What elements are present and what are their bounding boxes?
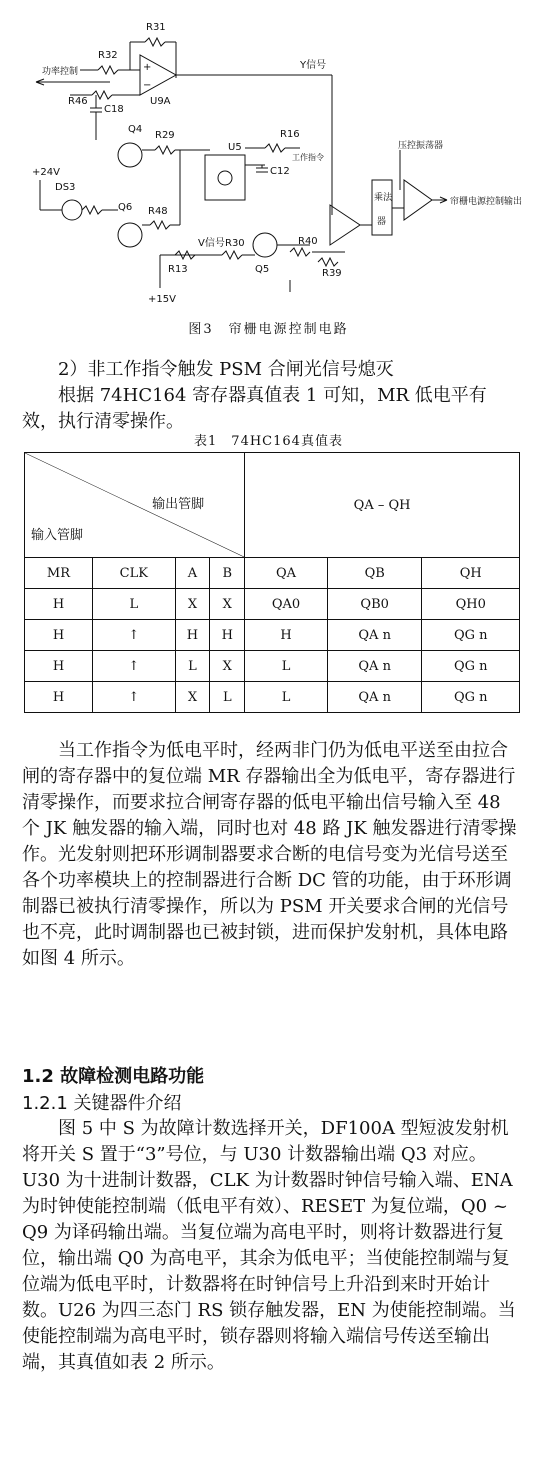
section-paragraph: 根据 74HC164 寄存器真值表 1 可知，MR 低电平有效，执行清零操作。 bbox=[22, 385, 487, 432]
section-heading-1-2-1: 1.2.1 关键器件介绍 bbox=[22, 1093, 182, 1114]
q5-label: Q5 bbox=[255, 264, 270, 275]
table-cell: QA0 bbox=[245, 589, 328, 620]
multiplier-label-2: 器 bbox=[377, 217, 387, 227]
ds3-label: DS3 bbox=[55, 182, 76, 193]
col-header: CLK bbox=[92, 558, 175, 589]
c18-label: C18 bbox=[104, 104, 124, 115]
col-header: A bbox=[175, 558, 210, 589]
table-row bbox=[25, 682, 520, 713]
r29-label: R29 bbox=[155, 130, 175, 141]
col-header: B bbox=[210, 558, 245, 589]
table-cell: X bbox=[175, 589, 210, 620]
table-row bbox=[25, 589, 520, 620]
qa-qh-header: QA – QH bbox=[245, 453, 520, 558]
table-cell: X bbox=[210, 589, 245, 620]
table-cell: L bbox=[175, 651, 210, 682]
table-row bbox=[25, 620, 520, 651]
table-header-row bbox=[25, 558, 520, 589]
table-cell: L bbox=[210, 682, 245, 713]
r48-label: R48 bbox=[148, 206, 168, 217]
table-cell: QA n bbox=[327, 682, 422, 713]
table-cell: H bbox=[25, 682, 93, 713]
svg-text:+: + bbox=[143, 62, 152, 73]
r13-label: R13 bbox=[168, 264, 188, 275]
table-cell: QG n bbox=[422, 651, 520, 682]
col-header: QA bbox=[245, 558, 328, 589]
col-header: QB bbox=[327, 558, 422, 589]
plus15-label: +15V bbox=[148, 294, 176, 305]
r30-label: R30 bbox=[225, 238, 245, 249]
table-cell: X bbox=[175, 682, 210, 713]
plus24-label: +24V bbox=[32, 167, 60, 178]
table-cell: QG n bbox=[422, 620, 520, 651]
output-pins-label: 输出管脚 bbox=[152, 497, 205, 512]
r31-label: R31 bbox=[146, 22, 166, 33]
q6-label: Q6 bbox=[118, 202, 133, 213]
table-cell: L bbox=[92, 589, 175, 620]
table-title: 表1 74HC164真值表 bbox=[194, 434, 343, 449]
r32-label: R32 bbox=[98, 50, 118, 61]
table-cell: H bbox=[25, 589, 93, 620]
table-cell: H bbox=[25, 651, 93, 682]
u5-label: U5 bbox=[228, 142, 242, 153]
table-cell: QH0 bbox=[422, 589, 520, 620]
table-cell: H bbox=[245, 620, 328, 651]
r39-label: R39 bbox=[322, 268, 342, 279]
table-cell: ↑ bbox=[92, 620, 175, 651]
q4-label: Q4 bbox=[128, 124, 143, 135]
table-cell: L bbox=[245, 682, 328, 713]
output-label: 帘栅电源控制输出 bbox=[450, 197, 523, 207]
u9a-label: U9A bbox=[150, 96, 171, 107]
r16-label: R16 bbox=[280, 129, 300, 140]
table-cell: ↑ bbox=[92, 682, 175, 713]
multiplier-label: 乘法 bbox=[374, 193, 393, 203]
table-cell: H bbox=[175, 620, 210, 651]
c12-label: C12 bbox=[270, 166, 290, 177]
osc-label: 压控振荡器 bbox=[398, 141, 444, 151]
diagonal-header-cell bbox=[25, 453, 245, 558]
table-cell: L bbox=[245, 651, 328, 682]
truth-table bbox=[24, 452, 520, 713]
table-cell: H bbox=[25, 620, 93, 651]
section-heading: 2）非工作指令触发 PSM 合闸光信号熄灭 bbox=[58, 359, 394, 380]
work-cmd-label: 工作指令 bbox=[292, 153, 324, 162]
r40-label: R40 bbox=[298, 236, 318, 247]
circuit-diagram bbox=[0, 0, 537, 315]
v-signal-label: V信号 bbox=[198, 238, 225, 249]
y-signal-label: Y信号 bbox=[300, 60, 327, 71]
table-cell: ↑ bbox=[92, 651, 175, 682]
table-cell: X bbox=[210, 651, 245, 682]
table-cell: QG n bbox=[422, 682, 520, 713]
table-cell: QA n bbox=[327, 620, 422, 651]
body-paragraph-2: 图 5 中 S 为故障计数选择开关，DF100A 型短波发射机将开关 S 置于“3”号位，与 U30 计数器输出端 Q3 对应。U30 为十进制计数器，CLK 为计数器时钟信号输入端、ENA 为时钟使能控制端（低电平有效）、RESET 为复位端，Q0 ~ Q9 为译码输出端。当复位端为高电平时，则将计数器进行复位，输出端 Q0 为高电平，其余为低电平；当使能控制端与复位端为低电平时，计数器将在时钟信号上升沿到来时开始计数。U26 为四三态门 RS 锁存触发器，EN 为使能控制端。当使能控制端为高电平时，锁存器则将输入端信号传送至输出端，其真值如表 2 所示。 bbox=[22, 1118, 516, 1373]
table-cell: QA n bbox=[327, 651, 422, 682]
table-row bbox=[25, 651, 520, 682]
col-header: MR bbox=[25, 558, 93, 589]
power-control-label: 功率控制 bbox=[42, 67, 79, 77]
section-heading-1-2: 1.2 故障检测电路功能 bbox=[22, 1066, 205, 1087]
col-header: QH bbox=[422, 558, 520, 589]
body-paragraph-1: 当工作指令为低电平时，经两非门仍为低电平送至由拉合闸的寄存器中的复位端 MR 存器输出全为低电平，寄存器进行清零操作，而要求拉合闸寄存器的低电平输出信号输入至 48 个 JK 触发器的输入端，同时也对 48 路 JK 触发器进行清零操作。光发射则把环形调制器要求合断的电信号变为光信号送至各个功率模块上的控制器进行合断 DC 管的功能，由于环形调制器已被执行清零操作，所以为 PSM 开关要求合闸的光信号也不亮，此时调制器也已被封锁，进而保护发射机，具体电路如图 4 所示。 bbox=[22, 740, 517, 969]
table-cell: QB0 bbox=[327, 589, 422, 620]
table-cell: H bbox=[210, 620, 245, 651]
r46-label: R46 bbox=[68, 96, 88, 107]
input-pins-label: 输入管脚 bbox=[31, 528, 84, 543]
figure-caption: 图3 帘栅电源控制电路 bbox=[188, 322, 349, 337]
svg-text:−: − bbox=[143, 80, 152, 91]
